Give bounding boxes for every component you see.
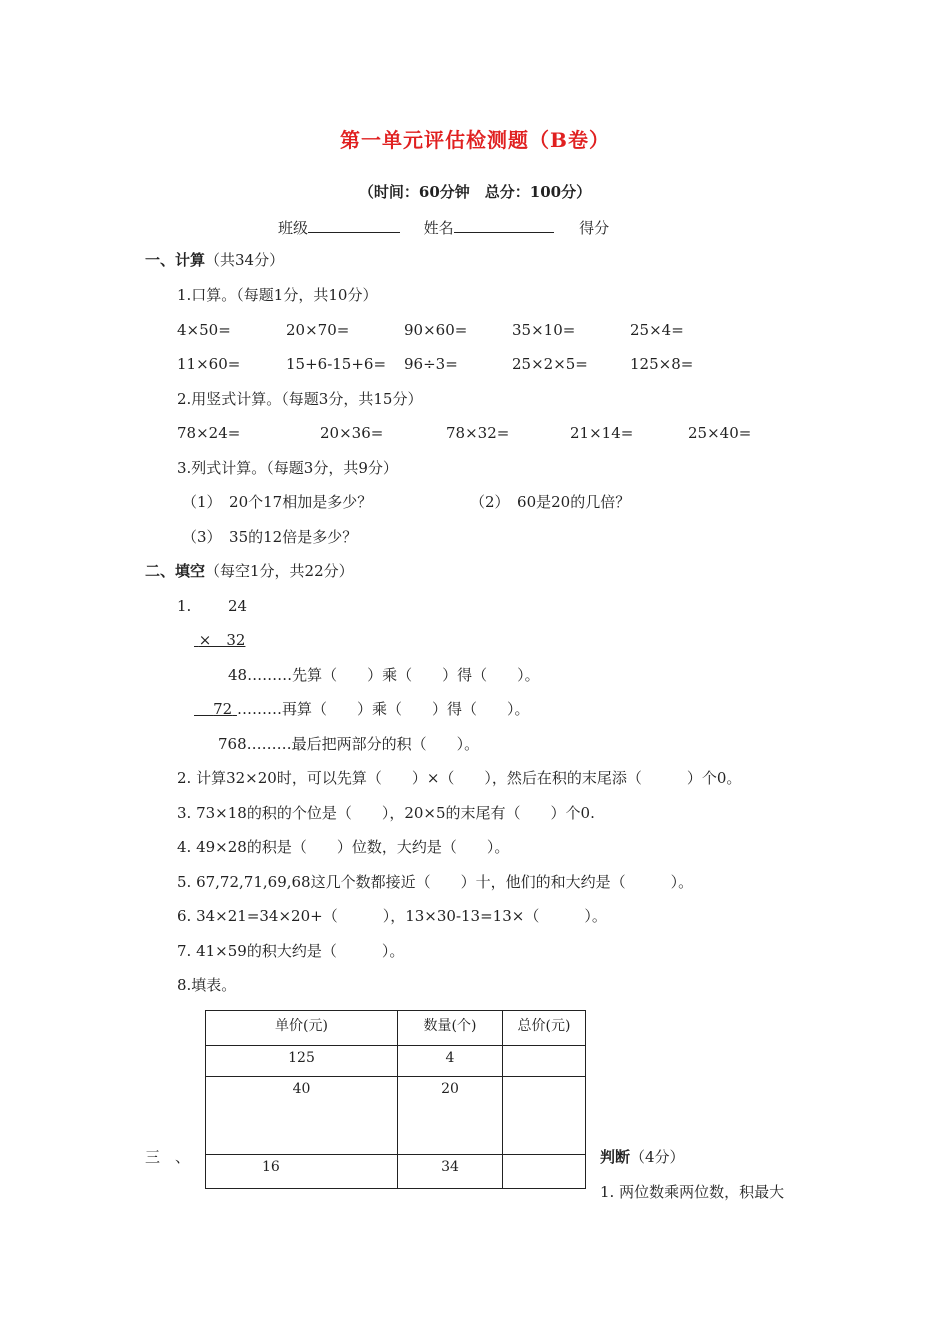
section2-heading: 二、填空 [145, 562, 206, 580]
table-cell: 34 [398, 1155, 503, 1189]
section1-heading: 一、计算 [145, 251, 206, 269]
s1-q2-item: 25×40= [688, 424, 752, 442]
section3-header [600, 1147, 685, 1167]
section1-header [145, 250, 284, 270]
s2-q1-line3: 768………最后把两部分的积（ ）。 [218, 735, 480, 753]
s1-q3-label: 3.列式计算。（每题3分，共9分） [177, 459, 398, 477]
table-header-row [206, 1011, 586, 1046]
section2-header [145, 561, 354, 581]
price-table [205, 1010, 586, 1189]
table-cell[interactable] [503, 1077, 586, 1155]
section3-points: （4分） [630, 1148, 685, 1166]
section2-points: （每空1分，共22分） [205, 562, 354, 580]
s1-q3-item: （2） 60是20的几倍？ [470, 493, 631, 511]
s1-q2-item: 20×36= [320, 424, 384, 442]
table-header-cell: 总价(元) [503, 1011, 586, 1046]
name-label: 姓名 [423, 219, 454, 237]
s3-q1: 1. 两位数乘两位数，积最大 [600, 1183, 785, 1201]
table-row [206, 1155, 586, 1189]
table-cell[interactable] [503, 1046, 586, 1077]
s2-item: 2. 计算32×20时，可以先算（ ）×（ ），然后在积的末尾添（ ）个0。 [177, 769, 742, 787]
table-header-cell: 单价(元) [206, 1011, 398, 1046]
table-cell: 16 [206, 1155, 398, 1189]
name-blank[interactable] [454, 216, 554, 233]
s2-q1-num: 1. [177, 597, 192, 615]
s2-q1-line2: 72 ………再算（ ）乘（ ）得（ ）。 [213, 700, 530, 718]
s1-q2-item: 78×24= [177, 424, 241, 442]
s1-q1-r1-item: 20×70= [286, 321, 350, 339]
table-row [206, 1077, 586, 1155]
s1-q2-item: 21×14= [570, 424, 634, 442]
s2-item: 5. 67,72,71,69,68这几个数都接近（ ）十，他们的和大约是（ ）。 [177, 873, 694, 891]
class-label: 班级 [278, 219, 309, 237]
table-cell: 20 [398, 1077, 503, 1155]
s1-q2-item: 78×32= [446, 424, 510, 442]
s1-q3-item: （3） 35的12倍是多少？ [182, 528, 358, 546]
s1-q1-r2-item: 125×8= [630, 355, 694, 373]
s2-q1-line1: 48………先算（ ）乘（ ）得（ ）。 [228, 666, 540, 684]
s1-q1-r2-item: 11×60= [177, 355, 241, 373]
table-cell: 4 [398, 1046, 503, 1077]
s2-item: 4. 49×28的积是（ ）位数，大约是（ ）。 [177, 838, 510, 856]
table-cell[interactable] [503, 1155, 586, 1189]
student-info [278, 216, 609, 238]
page-title: 第一单元评估检测题（B卷） [340, 128, 610, 152]
section1-points: （共34分） [205, 251, 285, 269]
s1-q2-label: 2.用竖式计算。（每题3分，共15分） [177, 390, 423, 408]
s1-q1-label: 1.口算。（每题1分，共10分） [177, 286, 378, 304]
s1-q1-r1-item: 25×4= [630, 321, 684, 339]
table-header-cell: 数量(个) [398, 1011, 503, 1046]
s1-q1-r2-item: 96÷3= [404, 355, 458, 373]
s2-item: 3. 73×18的积的个位是（ ），20×5的末尾有（ ）个0. [177, 804, 595, 822]
section3-heading: 判断 [600, 1148, 631, 1166]
table-cell: 125 [206, 1046, 398, 1077]
s1-q1-r2-item: 15+6-15+6= [286, 355, 387, 373]
s2-q1-mult: × 32 [198, 631, 246, 649]
s1-q3-item: （1） 20个17相加是多少？ [182, 493, 373, 511]
s2-q1-top: 24 [228, 597, 248, 615]
s1-q1-r1-item: 90×60= [404, 321, 468, 339]
s1-q1-r2-item: 25×2×5= [512, 355, 588, 373]
score-label: 得分 [579, 219, 610, 237]
table-cell: 40 [206, 1077, 398, 1155]
table-row [206, 1046, 586, 1077]
section3-num: 三 、 [145, 1148, 191, 1166]
s2-item: 6. 34×21=34×20+（ ），13×30-13=13×（ ）。 [177, 907, 607, 925]
class-blank[interactable] [308, 216, 400, 233]
s2-q8-label: 8.填表。 [177, 976, 237, 994]
s1-q1-r1-item: 4×50= [177, 321, 231, 339]
s2-item: 7. 41×59的积大约是（ ）。 [177, 942, 405, 960]
exam-subtitle: （时间：60分钟 总分：100分） [358, 183, 592, 201]
s1-q1-r1-item: 35×10= [512, 321, 576, 339]
